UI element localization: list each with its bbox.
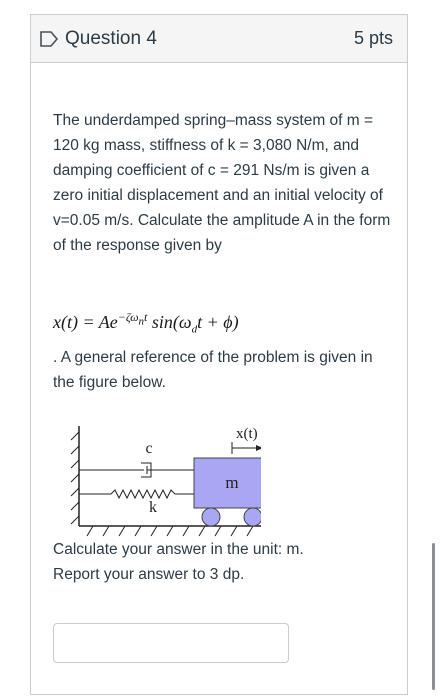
spring-mass-damper-figure — [51, 418, 261, 540]
formula-rest: t + ϕ) — [197, 312, 239, 332]
mass-label: m — [225, 473, 239, 492]
question-text: The underdamped spring–mass system of m = 120 kg mass, stiffness of k = 3,080 N/m, and damping coefficient of c = 291 Ns/m is given a zero initial displacement and an initial velocity of v=0.05 m/s. Calculate the amplitude A in the form of the response given by — [53, 112, 391, 254]
spring — [79, 490, 194, 498]
formula-sin-sub: d — [191, 323, 198, 336]
formula-sin: sin(ω — [147, 312, 192, 332]
scrollbar[interactable] — [432, 543, 435, 690]
formula-lhs: x(t) = Ae — [53, 312, 118, 332]
damper — [79, 463, 194, 477]
question-title: Question 4 — [65, 27, 157, 49]
question-header — [31, 15, 407, 63]
wheel-left — [202, 508, 220, 526]
formula-exp-sub: n — [138, 315, 145, 328]
formula-exp-t: t — [144, 310, 148, 324]
displacement-label: x(t) — [236, 426, 258, 442]
question-points: 5 pts — [353, 28, 393, 48]
formula-exponent: −ζω — [117, 310, 139, 324]
spring-label: k — [149, 499, 157, 516]
displacement-arrow — [232, 442, 261, 454]
unit-instruction: Calculate your answer in the unit: m. — [53, 541, 304, 558]
question-card — [30, 14, 408, 695]
answer-input[interactable] — [53, 623, 289, 663]
damper-label: c — [145, 440, 153, 457]
flag-question-icon[interactable] — [39, 30, 59, 48]
response-formula — [53, 310, 239, 336]
wheel-right — [244, 508, 261, 526]
reference-text: . A general reference of the problem is given in the figure below. — [53, 349, 373, 391]
precision-instruction: Report your answer to 3 dp. — [53, 566, 245, 583]
instructions — [53, 537, 393, 587]
